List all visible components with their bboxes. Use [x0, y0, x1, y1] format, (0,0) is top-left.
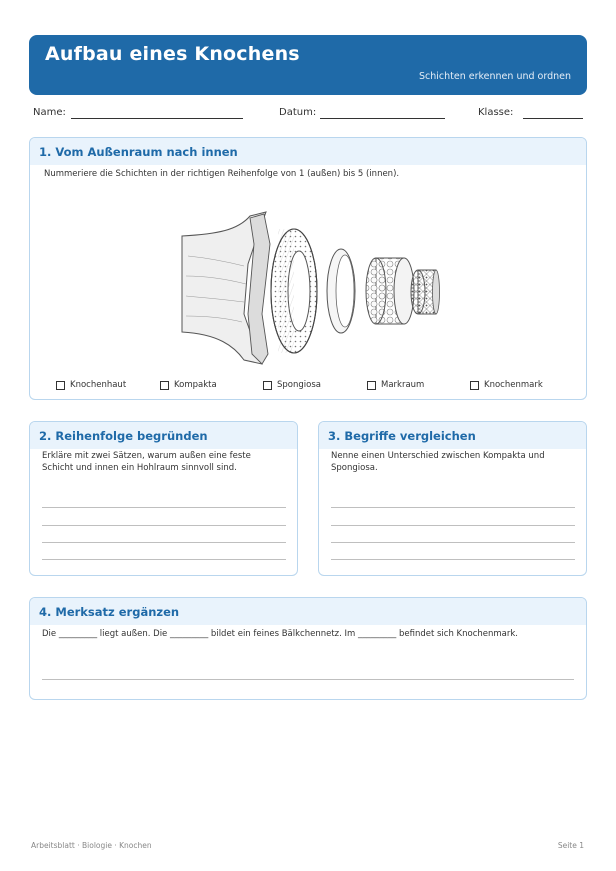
task1-panel [29, 137, 587, 400]
option-spongiosa[interactable] [263, 380, 321, 390]
footer-page-number: Seite 1 [557, 841, 584, 850]
checkbox[interactable] [263, 381, 272, 390]
answer-line[interactable] [42, 679, 574, 680]
class-field[interactable] [478, 107, 513, 118]
task3-heading: 3. Begriffe vergleichen [319, 422, 586, 449]
option-label: Kompakta [174, 380, 217, 390]
option-label: Markraum [381, 380, 425, 390]
answer-line[interactable] [331, 525, 575, 526]
option-label: Knochenmark [484, 380, 543, 390]
option-label: Spongiosa [277, 380, 321, 390]
answer-line[interactable] [331, 559, 575, 560]
page-subtitle: Schichten erkennen und ordnen [418, 71, 571, 82]
date-label: Datum: [279, 107, 317, 118]
task2-instruction: Erkläre mit zwei Sätzen, warum außen eine feste Schicht und innen ein Hohlraum sinnvoll sind. [42, 451, 251, 473]
task1-instruction: Nummeriere die Schichten in der richtigen Reihenfolge von 1 (außen) bis 5 (innen). [44, 169, 400, 179]
answer-line[interactable] [42, 525, 286, 526]
name-line[interactable] [71, 118, 243, 119]
task4-heading: 4. Merksatz ergänzen [30, 598, 586, 625]
task3-instruction: Nenne einen Unterschied zwischen Kompakta und Spongiosa. [331, 451, 545, 473]
option-kompakta[interactable] [160, 380, 217, 390]
spongiosa-layer [366, 258, 414, 324]
answer-line[interactable] [42, 542, 286, 543]
class-line[interactable] [523, 118, 583, 119]
checkbox[interactable] [470, 381, 479, 390]
checkbox[interactable] [56, 381, 65, 390]
name-label: Name: [33, 107, 66, 118]
class-label: Klasse: [478, 107, 514, 118]
task3-panel [318, 421, 587, 576]
answer-line[interactable] [42, 559, 286, 560]
name-field[interactable] [33, 107, 66, 118]
option-knochenmark[interactable] [470, 380, 543, 390]
date-field[interactable] [279, 107, 316, 118]
task2-panel [29, 421, 298, 576]
compacta-layer [271, 229, 317, 353]
footer-left: Arbeitsblatt · Biologie · Knochen [31, 841, 152, 850]
task1-options [56, 380, 576, 392]
option-markraum[interactable] [367, 380, 424, 390]
checkbox[interactable] [160, 381, 169, 390]
student-info-row [33, 107, 585, 121]
bone-layers-illustration [178, 204, 440, 374]
answer-line[interactable] [42, 507, 286, 508]
task2-heading: 2. Reihenfolge begründen [30, 422, 297, 449]
worksheet-header [29, 35, 587, 95]
thin-ring-layer [327, 249, 355, 333]
date-line[interactable] [320, 118, 445, 119]
checkbox[interactable] [367, 381, 376, 390]
task4-sentence: Die _________ liegt außen. Die _________ bildet ein feines Bälkchennetz. Im _________ befindet sich Knochenmark. [42, 629, 519, 639]
marrow-layer [411, 270, 440, 314]
task1-heading: 1. Vom Außenraum nach innen [30, 138, 586, 165]
page-title: Aufbau eines Knochens [45, 43, 300, 65]
answer-line[interactable] [331, 542, 575, 543]
option-knochenhaut[interactable] [56, 380, 126, 390]
task4-panel [29, 597, 587, 700]
periosteum-layer [182, 212, 270, 364]
answer-line[interactable] [331, 507, 575, 508]
option-label: Knochenhaut [70, 380, 127, 390]
